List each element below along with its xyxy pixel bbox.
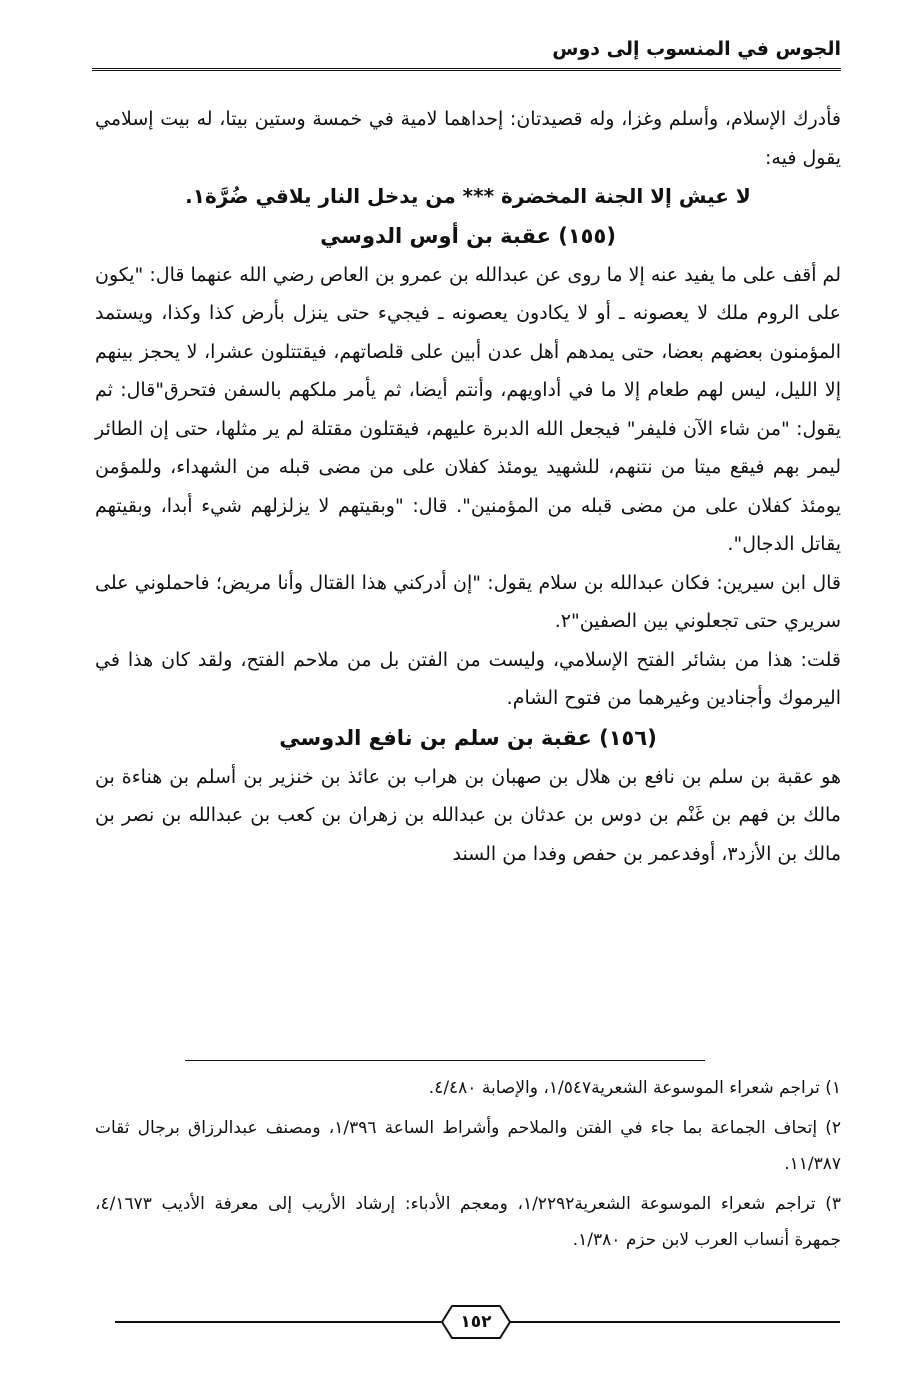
poem-verse: لا عيش إلا الجنة المخضرة *** من يدخل النار يلاقي ضُرَّة١.: [185, 184, 751, 208]
footnote-3: ٣) تراجم شعراء الموسوعة الشعرية١/٢٢٩٢، ومعجم الأدباء: إرشاد الأريب إلى معرفة الأديب ٤/١٦٧٣، جمهرة أنساب العرب لابن حزم ١/٣٨٠.: [95, 1194, 841, 1250]
paragraph-comment: قلت: هذا من بشائر الفتح الإسلامي، وليست من الفتن بل من ملاحم الفتح، ولقد كان هذا في اليرموك وأجنادين وغيرهما من فتوح الشام.: [95, 648, 841, 709]
running-header: الجوس في المنسوب إلى دوس: [552, 38, 841, 60]
page-footer: [0, 1302, 921, 1342]
page-number-badge: [440, 1304, 512, 1340]
main-text: [95, 100, 841, 873]
page-number: ١٥٢: [460, 1312, 492, 1332]
paragraph-ibn-sirin: قال ابن سيرين: فكان عبدالله بن سلام يقول: "إن أدركني هذا القتال وأنا مريض؛ فاحملوني على سريري حتى تجعلوني بين الصفين"٢.: [95, 571, 841, 632]
footer-rule-right: [510, 1321, 840, 1323]
footnotes: [95, 1070, 841, 1262]
header-rule: [92, 68, 841, 71]
paragraph-hadith: لم أقف على ما يفيد عنه إلا ما روى عن عبدالله بن عمرو بن العاص رضي الله عنهما قال: "يكون على الروم ملك لا يعصونه ـ أو لا يكادون يعصونه ـ فيجيء حتى ينزل بأرض كذا وكذا، ويستمد المؤمنون بعضهم بعضا، حتى يمدهم أهل عدن أبين على قلصاتهم، فيقتتلون عشرا، لا يحجز بينهم إلا الليل، ليس لهم طعام إلا ما في أداويهم، وأنتم أيضا، ثم يأمر ملكهم بالسفن فتحرق"قال: ثم يقول: "من شاء الآن فليفر" فيجعل الله الدبرة عليهم، فيقتلون مقتلة لم ير مثلها، حتى إن الطائر ليمر بهم فيقع ميتا من نتنهم، للشهيد يومئذ كفلان على من مضى قبله من الشهداء، وللمؤمن يومئذ كفلان على من مضى قبله من المؤمنين". قال: "وبقيتهم لا يزلزلهم شيء أبدا، وبقيتهم يقاتل الدجال".: [95, 263, 841, 555]
footnote-separator: [185, 1060, 705, 1061]
paragraph-intro: فأدرك الإسلام، وأسلم وغزا، وله قصيدتان: إحداهما لامية في خمسة وستين بيتا، له بيت إسلامي يقول فيه:: [95, 108, 841, 169]
footer-rule-left: [115, 1321, 441, 1323]
footnote-1: ١) تراجم شعراء الموسوعة الشعرية١/٥٤٧، والإصابة ٤/٤٨٠.: [428, 1078, 841, 1098]
entry-heading-156: (١٥٦) عقبة بن سلم بن نافع الدوسي: [279, 725, 657, 750]
entry-heading-155: (١٥٥) عقبة بن أوس الدوسي: [320, 223, 616, 248]
paragraph-lineage: هو عقبة بن سلم بن نافع بن هلال بن صهبان بن هراب بن عائذ بن خنزير بن أسلم بن هناءة بن مالك بن فهم بن غَنْم بن دوس بن عدثان بن عبدالله بن زهران بن كعب بن عبدالله بن نصر بن مالك بن الأزد٣، أوفدعمر بن حفص وفدا من السند: [95, 765, 841, 865]
footnote-2: ٢) إتحاف الجماعة بما جاء في الفتن والملاحم وأشراط الساعة ١/٣٩٦، ومصنف عبدالرزاق برجال ثقات ١١/٣٨٧.: [95, 1118, 842, 1174]
